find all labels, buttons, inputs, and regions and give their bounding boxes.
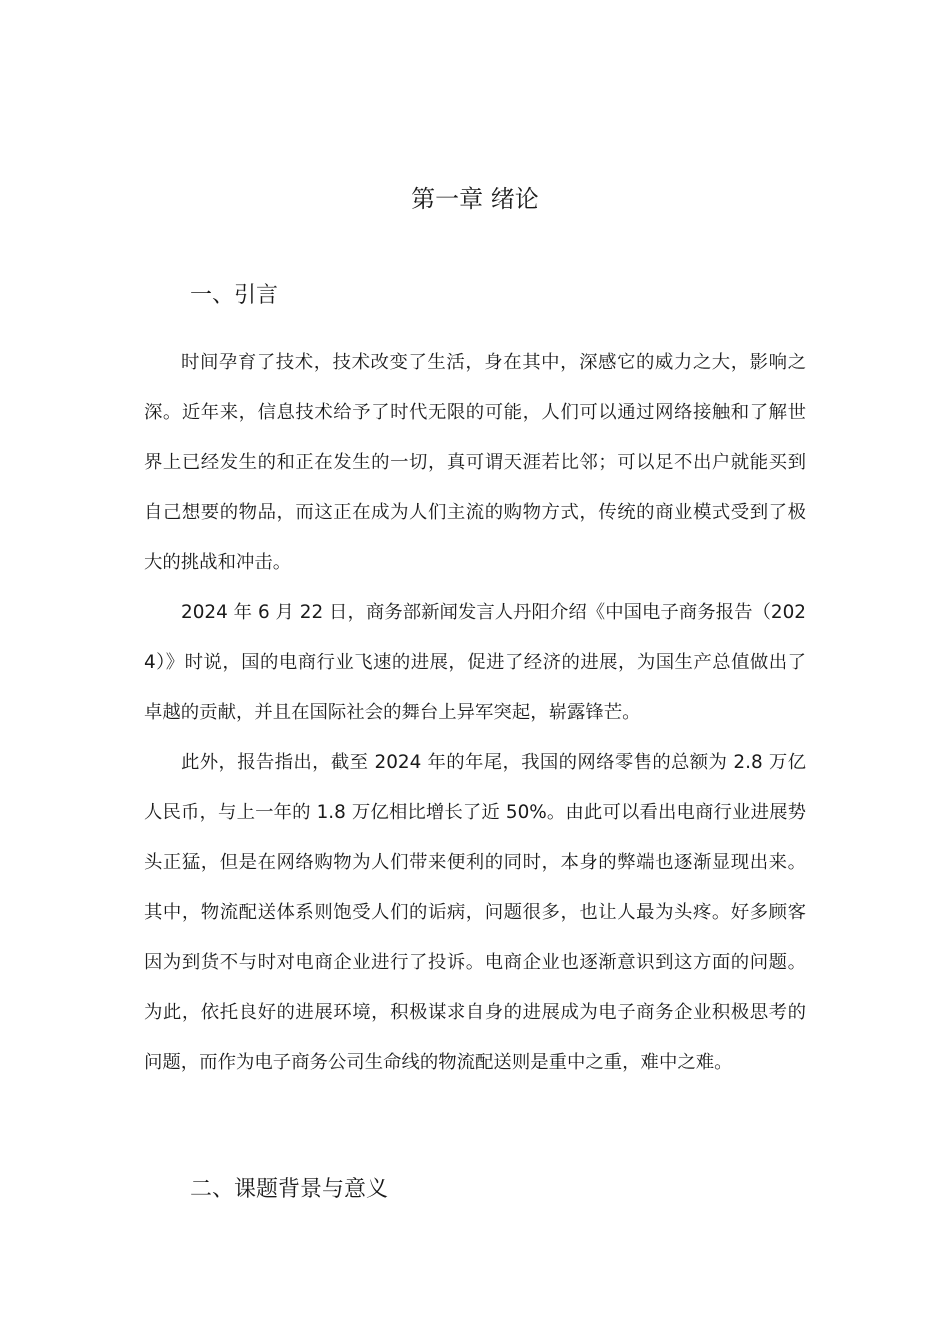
paragraph: 此外，报告指出，截至 2024 年的年尾，我国的网络零售的总额为 2.8 万亿人民币，与上一年的 1.8 万亿相比增长了近 50%。由此可以看出电商行业进展势头正猛，但是在网络购物为人们带来便利的同时，本身的弊端也逐渐显现出来。其中，物流配送体系则饱受人们的诟病，问题很多，也让人最为头疼。好多顾客因为到货不与时对电商企业进行了投诉。电商企业也逐渐意识到这方面的问题。为此，依托良好的进展环境，积极谋求自身的进展成为电子商务企业积极思考的问题，而作为电子商务公司生命线的物流配送则是重中之重，难中之难。 (144, 752, 806, 1073)
paragraph: 时间孕育了技术，技术改变了生活，身在其中，深感它的威力之大，影响之深。近年来，信息技术给予了时代无限的可能，人们可以通过网络接触和了解世界上已经发生的和正在发生的一切，真可谓天涯若比邻；可以足不出户就能买到自己想要的物品，而这正在成为人们主流的购物方式，传统的商业模式受到了极大的挑战和冲击。 (144, 352, 806, 573)
chapter-title: 第一章 绪论 (411, 185, 539, 213)
paragraph: 2024 年 6 月 22 日，商务部新闻发言人丹阳介绍《中国电子商务报告（2024）》时说，国的电商行业飞速的进展，促进了经济的进展，为国生产总值做出了卓越的贡献，并且在国际社会的舞台上异军突起，崭露锋芒。 (144, 602, 806, 723)
section-heading-background: 二、课题背景与意义 (190, 1177, 389, 1202)
body-text (144, 338, 806, 1088)
section-heading-introduction: 一、引言 (190, 283, 279, 308)
